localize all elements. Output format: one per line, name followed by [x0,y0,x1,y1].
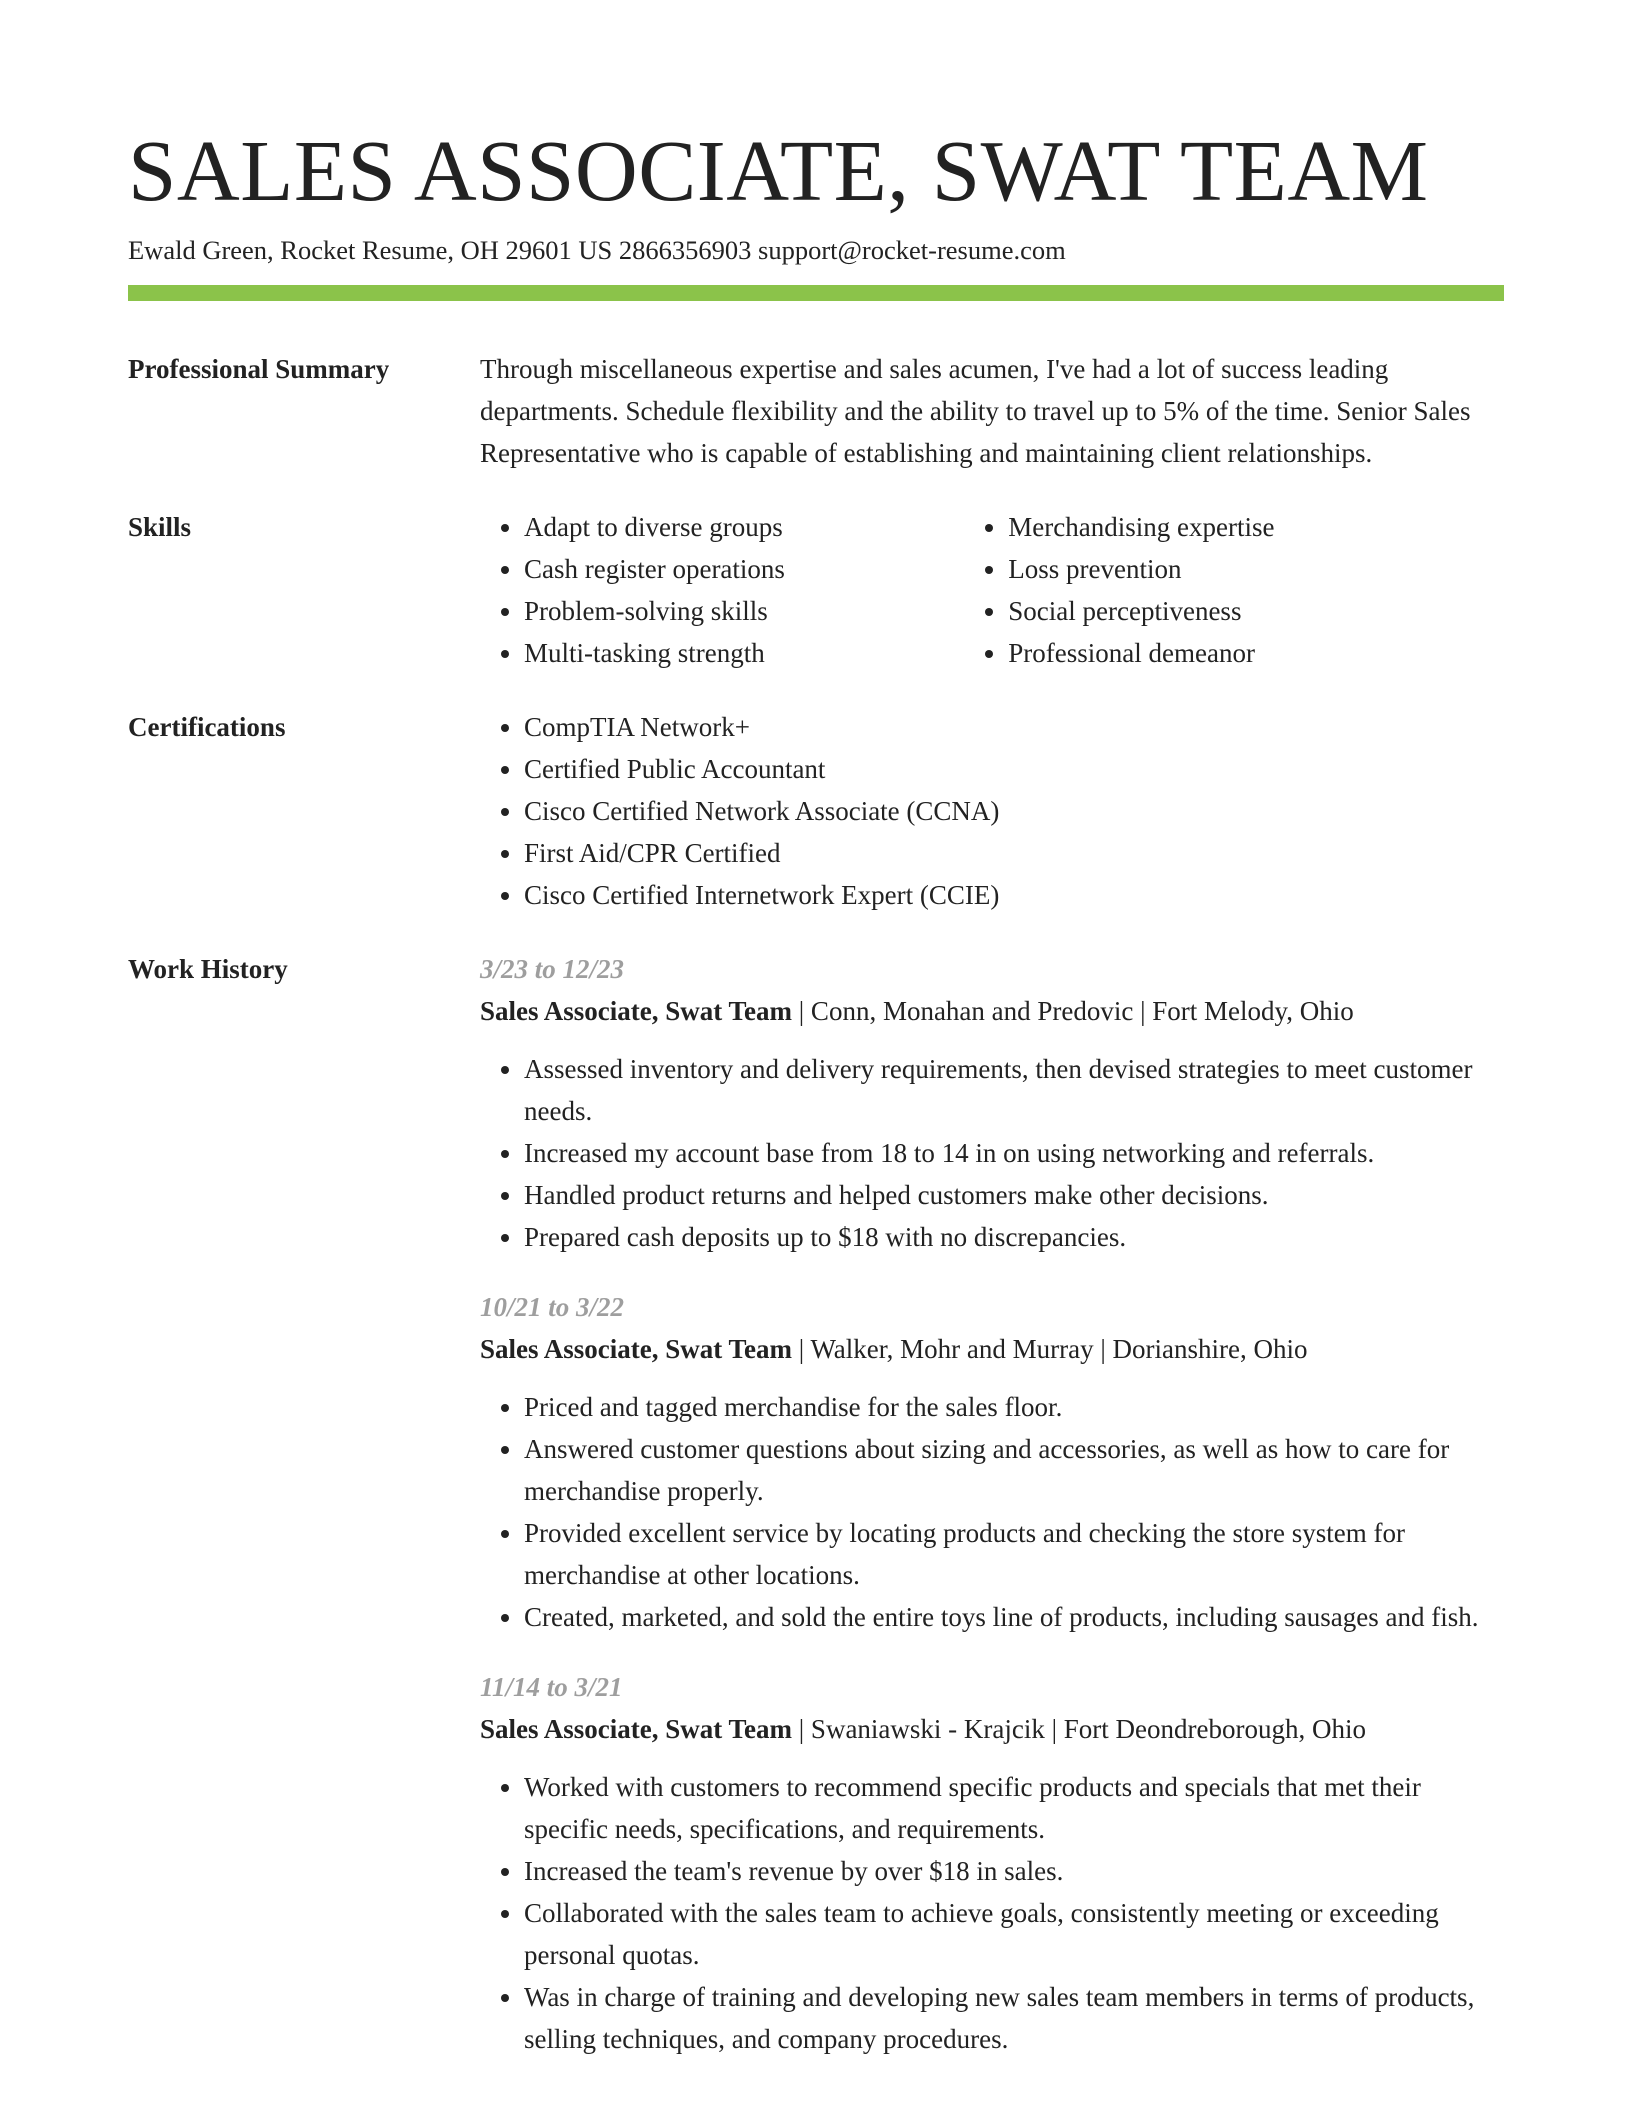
summary-label: Professional Summary [128,354,390,384]
job-bullet: • Created, marketed, and sold the entire toys line of products, including sausages and fish. [524,1596,1506,1638]
job-bullet: • Collaborated with the sales team to achieve goals, consistently meeting or exceeding personal quotas. [524,1892,1506,1976]
certification-item: • First Aid/CPR Certified [524,832,1506,874]
contact-line: Ewald Green, Rocket Resume, OH 29601 US 2866356903 support@rocket-resume.com [128,235,1066,265]
skills-columns [480,506,1506,674]
certifications-body [480,706,1506,916]
skill-item: • Multi-tasking strength [524,632,964,674]
job-heading [480,1328,1506,1370]
job-bullet: • Prepared cash deposits up to $18 with no discrepancies. [524,1216,1506,1258]
job-details: | Walker, Mohr and Murray | Dorianshire, Ohio [792,1334,1308,1364]
job-bullet: • Priced and tagged merchandise for the sales floor. [524,1386,1506,1428]
job-title: Sales Associate, Swat Team [480,1334,793,1364]
job-entry [480,1666,1506,2060]
certification-item: • Cisco Certified Network Associate (CCNA) [524,790,1506,832]
job-bullets [480,1048,1506,1258]
job-heading [480,1708,1506,1750]
job-details: | Conn, Monahan and Predovic | Fort Melody, Ohio [792,996,1354,1026]
summary-text: Through miscellaneous expertise and sales acumen, I've had a lot of success leading departments. Schedule flexibility and the ability to travel up to 5% of the time. Senior Sales Representative who is capable of establishing and maintaining client relationships. [480,354,1471,468]
certifications-label: Certifications [128,712,286,742]
job-dates: 10/21 to 3/22 [480,1292,625,1322]
job-entry [480,1286,1506,1638]
job-title: Sales Associate, Swat Team [480,1714,793,1744]
skill-item: • Professional demeanor [1008,632,1506,674]
skill-item: • Merchandising expertise [1008,506,1506,548]
skill-item: • Problem-solving skills [524,590,964,632]
skill-item: • Cash register operations [524,548,964,590]
job-bullets [480,1386,1506,1638]
work-history-body [480,948,1506,2088]
job-bullet: • Increased the team's revenue by over $18 in sales. [524,1850,1506,1892]
skill-item: • Social perceptiveness [1008,590,1506,632]
certification-item: • CompTIA Network+ [524,706,1506,748]
job-dates: 3/23 to 12/23 [480,954,625,984]
resume-title: SALES ASSOCIATE, SWAT TEAM [128,122,1429,219]
job-bullet: • Handled product returns and helped customers make other decisions. [524,1174,1506,1216]
job-bullet: • Increased my account base from 18 to 14 in on using networking and referrals. [524,1132,1506,1174]
skills-label: Skills [128,512,192,542]
job-details: | Swaniawski - Krajcik | Fort Deondreborough, Ohio [792,1714,1366,1744]
work-history-label: Work History [128,954,288,984]
job-bullet: • Worked with customers to recommend specific products and specials that met their specific needs, specifications, and requirements. [524,1766,1506,1850]
job-title: Sales Associate, Swat Team [480,996,793,1026]
job-bullets [480,1766,1506,2060]
job-entry [480,948,1506,1258]
job-heading [480,990,1506,1032]
accent-divider [128,285,1504,301]
certification-item: • Cisco Certified Internetwork Expert (CCIE) [524,874,1506,916]
job-dates: 11/14 to 3/21 [480,1672,623,1702]
certifications-list [480,706,1506,916]
skill-item: • Loss prevention [1008,548,1506,590]
job-bullet: • Answered customer questions about sizing and accessories, as well as how to care for merchandise properly. [524,1428,1506,1512]
skills-list-left [480,506,964,674]
certification-item: • Certified Public Accountant [524,748,1506,790]
skills-list-right [964,506,1506,674]
skill-item: • Adapt to diverse groups [524,506,964,548]
job-bullet: • Assessed inventory and delivery requirements, then devised strategies to meet customer needs. [524,1048,1506,1132]
job-bullet: • Provided excellent service by locating products and checking the store system for merchandise at other locations. [524,1512,1506,1596]
job-bullet: • Was in charge of training and developing new sales team members in terms of products, selling techniques, and company procedures. [524,1976,1506,2060]
